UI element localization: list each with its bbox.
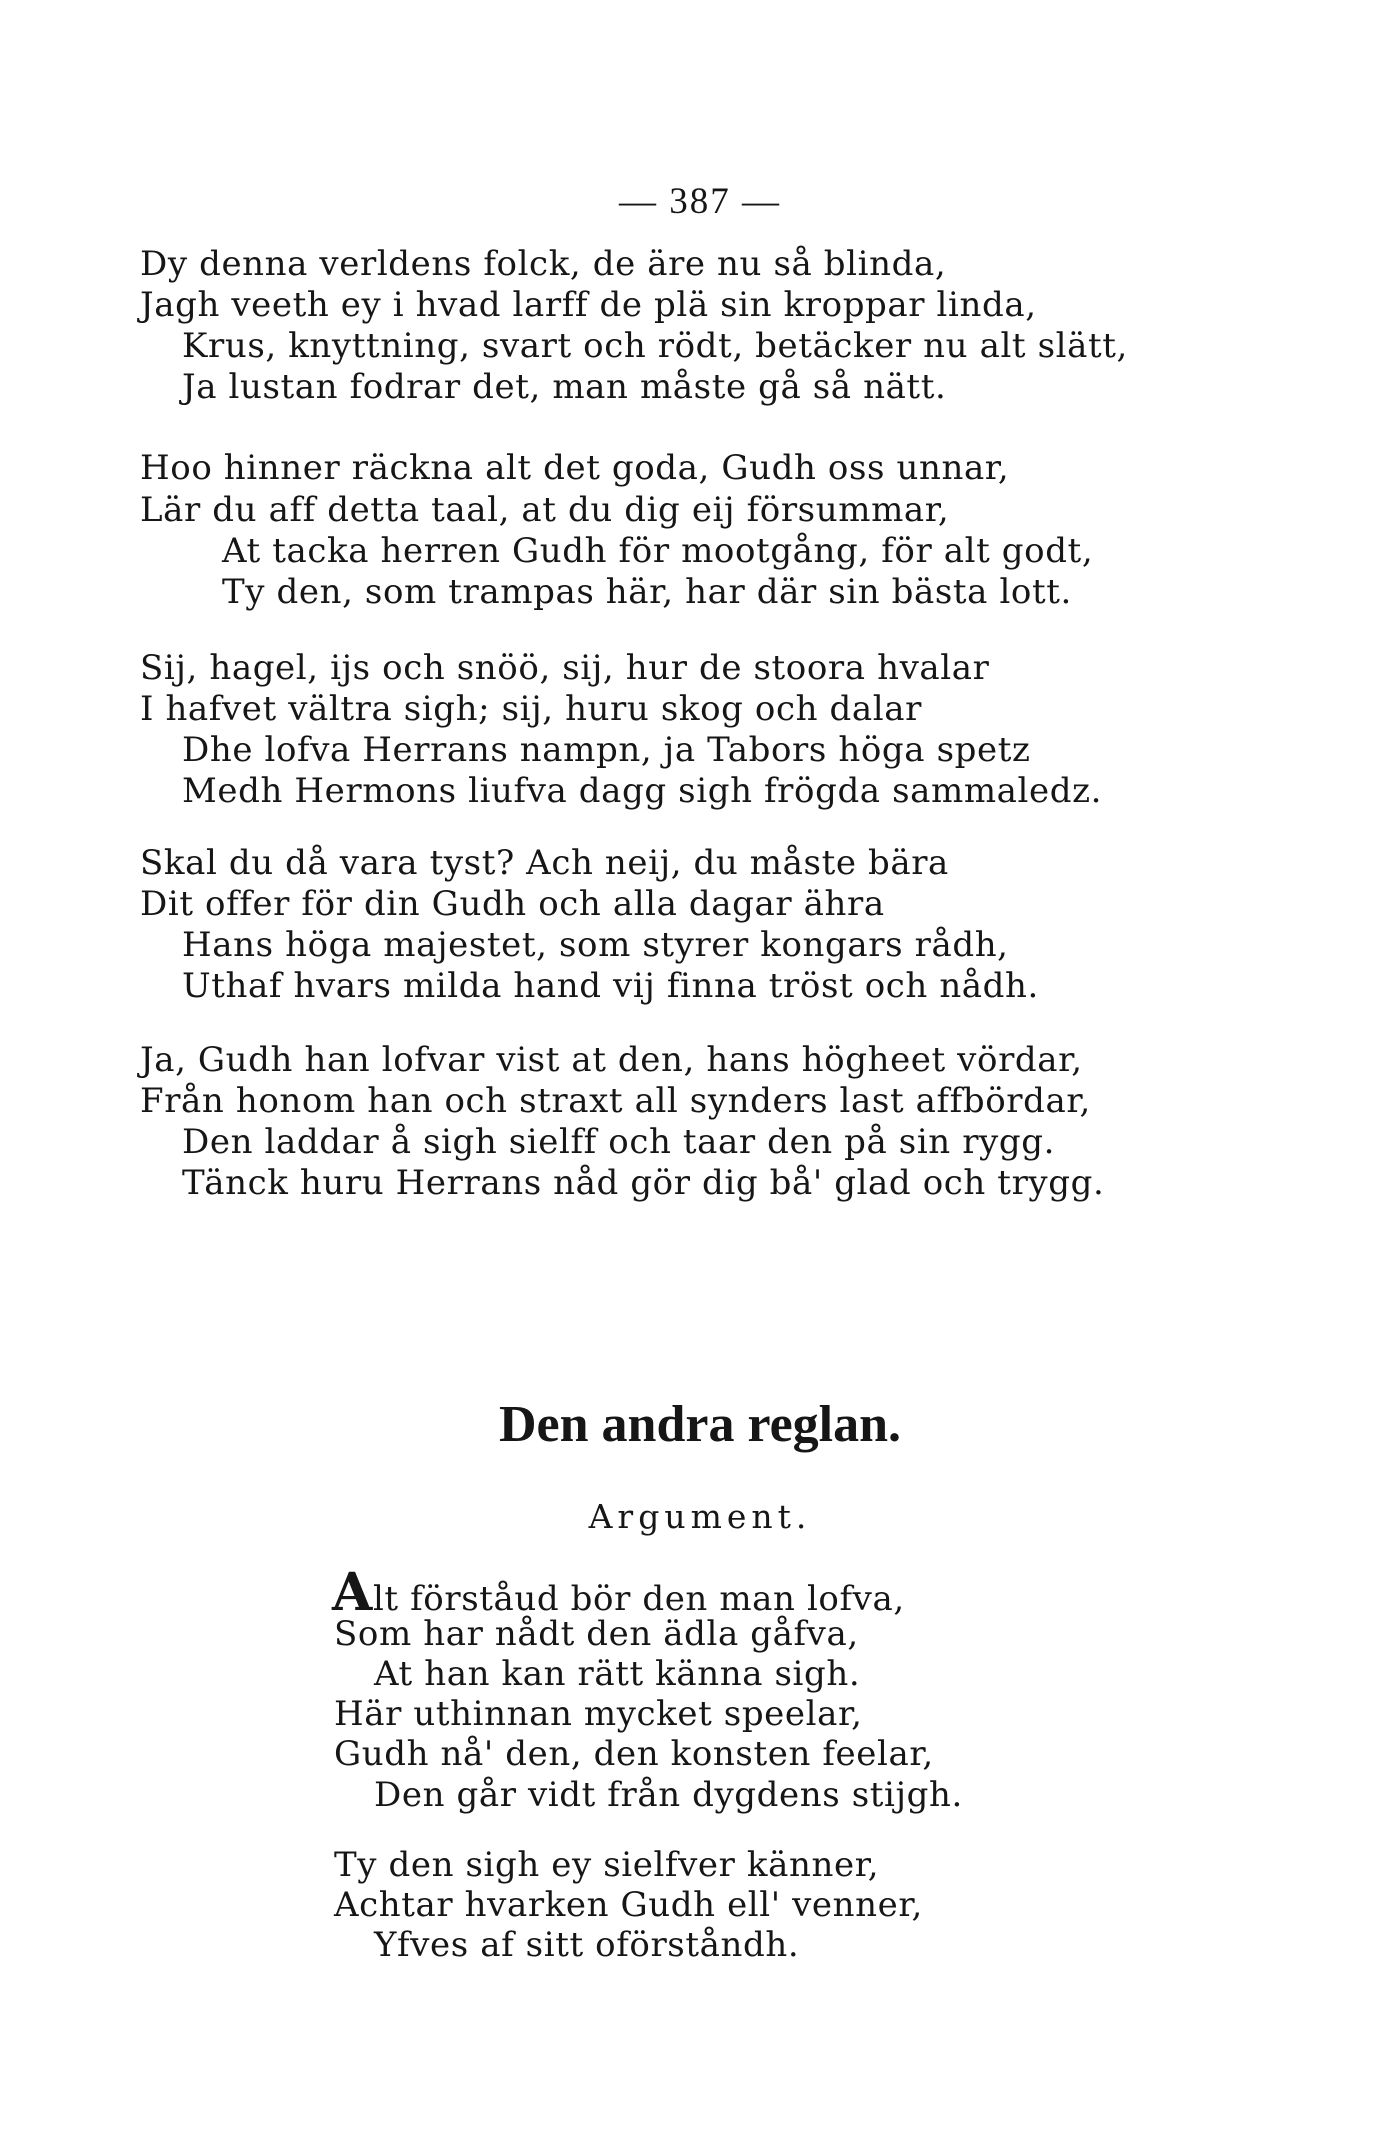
verse-line: Dit offer för din Gudh och alla dagar ähra <box>140 884 885 924</box>
section-title: Den andra reglan. <box>498 1396 902 1453</box>
verse-line: Tänck huru Herrans nåd gör dig bå' glad och trygg. <box>182 1163 1105 1203</box>
verse-line: Gudh nå' den, den konsten feelar, <box>334 1734 934 1774</box>
verse-line: Krus, knyttning, svart och rödt, betäcker nu alt slätt, <box>182 326 1128 366</box>
verse-line: Sij, hagel, ijs och snöö, sij, hur de stoora hvalar <box>140 648 990 688</box>
verse-line: Dy denna verldens folck, de äre nu så blinda, <box>140 244 947 284</box>
verse-line: Ty den, som trampas här, har där sin bästa lott. <box>222 572 1072 612</box>
verse-line: Från honom han och straxt all synders last affbördar, <box>140 1081 1091 1121</box>
verse-line: Här uthinnan mycket speelar, <box>334 1694 863 1734</box>
verse-line: Den laddar å sigh sielff och taar den på sin rygg. <box>182 1122 1055 1162</box>
verse-line: Ja, Gudh han lofvar vist at den, hans högheet vördar, <box>140 1040 1083 1080</box>
verse-line: At tacka herren Gudh för mootgång, för alt godt, <box>222 531 1094 571</box>
verse-line: Ty den sigh ey sielfver känner, <box>334 1845 880 1885</box>
verse-line: Hans höga majestet, som styrer kongars rådh, <box>182 925 1009 965</box>
verse-line: Dhe lofva Herrans nampn, ja Tabors höga spetz <box>182 730 1031 770</box>
verse-line: Medh Hermons liufva dagg sigh frögda sammaledz. <box>182 771 1103 811</box>
section-subtitle: Argument. <box>588 1497 812 1536</box>
verse-line: Hoo hinner räckna alt det goda, Gudh oss unnar, <box>140 448 1010 488</box>
verse-line: Den går vidt från dygdens stijgh. <box>374 1775 963 1815</box>
verse-line: Achtar hvarken Gudh ell' venner, <box>334 1885 923 1925</box>
verse-line: At han kan rätt känna sigh. <box>374 1654 861 1694</box>
verse-line: Lär du aff detta taal, at du dig eij försummar, <box>140 490 950 530</box>
drop-cap: A <box>332 1562 373 1623</box>
verse-line-rest: lt förståud bör den man lofva, <box>372 1579 905 1619</box>
verse-line-first <box>332 1562 905 1623</box>
verse-line: Som har nådt den ädla gåfva, <box>334 1614 859 1654</box>
page-number: — 387 — <box>619 181 781 222</box>
verse-line: Skal du då vara tyst? Ach neij, du måste bära <box>140 843 949 883</box>
verse-line: Yfves af sitt oförståndh. <box>374 1925 800 1965</box>
verse-line: I hafvet vältra sigh; sij, huru skog och dalar <box>140 689 922 729</box>
verse-line: Uthaf hvars milda hand vij finna tröst och nådh. <box>182 966 1039 1006</box>
verse-line: Ja lustan fodrar det, man måste gå så nätt. <box>182 367 947 407</box>
verse-line: Jagh veeth ey i hvad larff de plä sin kroppar linda, <box>140 285 1037 325</box>
